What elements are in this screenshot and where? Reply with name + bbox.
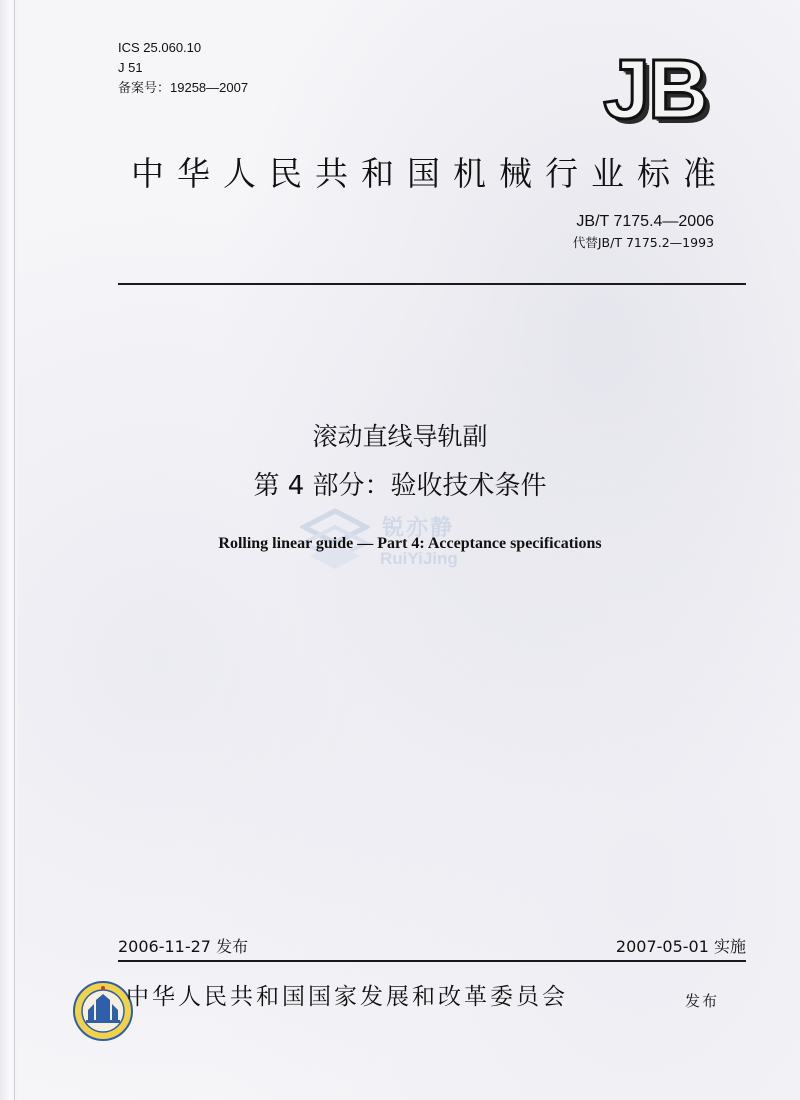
issuing-authority: 中华人民共和国国家发展和改革委员会 <box>126 984 568 1010</box>
replaces-standard: 代替JB/T 7175.2—1993 <box>572 235 714 250</box>
issue-date: 2006-11-27 发布 <box>118 937 249 956</box>
standard-category-title: 中华人民共和国机械行业标准 <box>131 154 729 193</box>
date-row <box>118 930 746 958</box>
implementation-date: 2007-05-01 实施 <box>615 937 746 956</box>
bleed-through-texture <box>120 300 720 388</box>
filing-number: 备案号：19258—2007 <box>118 80 249 95</box>
jb-logo: JB <box>603 41 707 136</box>
footer-divider <box>118 960 746 962</box>
document-title-line2: 第 4 部分：验收技术条件 <box>253 471 547 501</box>
page-left-edge <box>0 0 18 1100</box>
header-divider <box>118 283 746 285</box>
document-title-line1: 滚动直线导轨副 <box>312 422 488 451</box>
ccs-code: J 51 <box>118 60 143 75</box>
watermark-text-cn: 锐亦静 <box>382 516 455 541</box>
ndrc-seal-icon <box>72 980 134 1042</box>
document-title-english: Rolling linear guide — Part 4: Acceptance specifications <box>218 535 602 552</box>
watermark-text-en: RuiYiJing <box>380 549 458 568</box>
classification-block <box>118 38 248 98</box>
ics-code: ICS 25.060.10 <box>118 40 202 55</box>
standard-number: JB/T 7175.4—2006 <box>576 213 714 230</box>
issuing-authority-suffix: 发布 <box>685 992 720 1010</box>
page-edge-line <box>14 0 15 1100</box>
